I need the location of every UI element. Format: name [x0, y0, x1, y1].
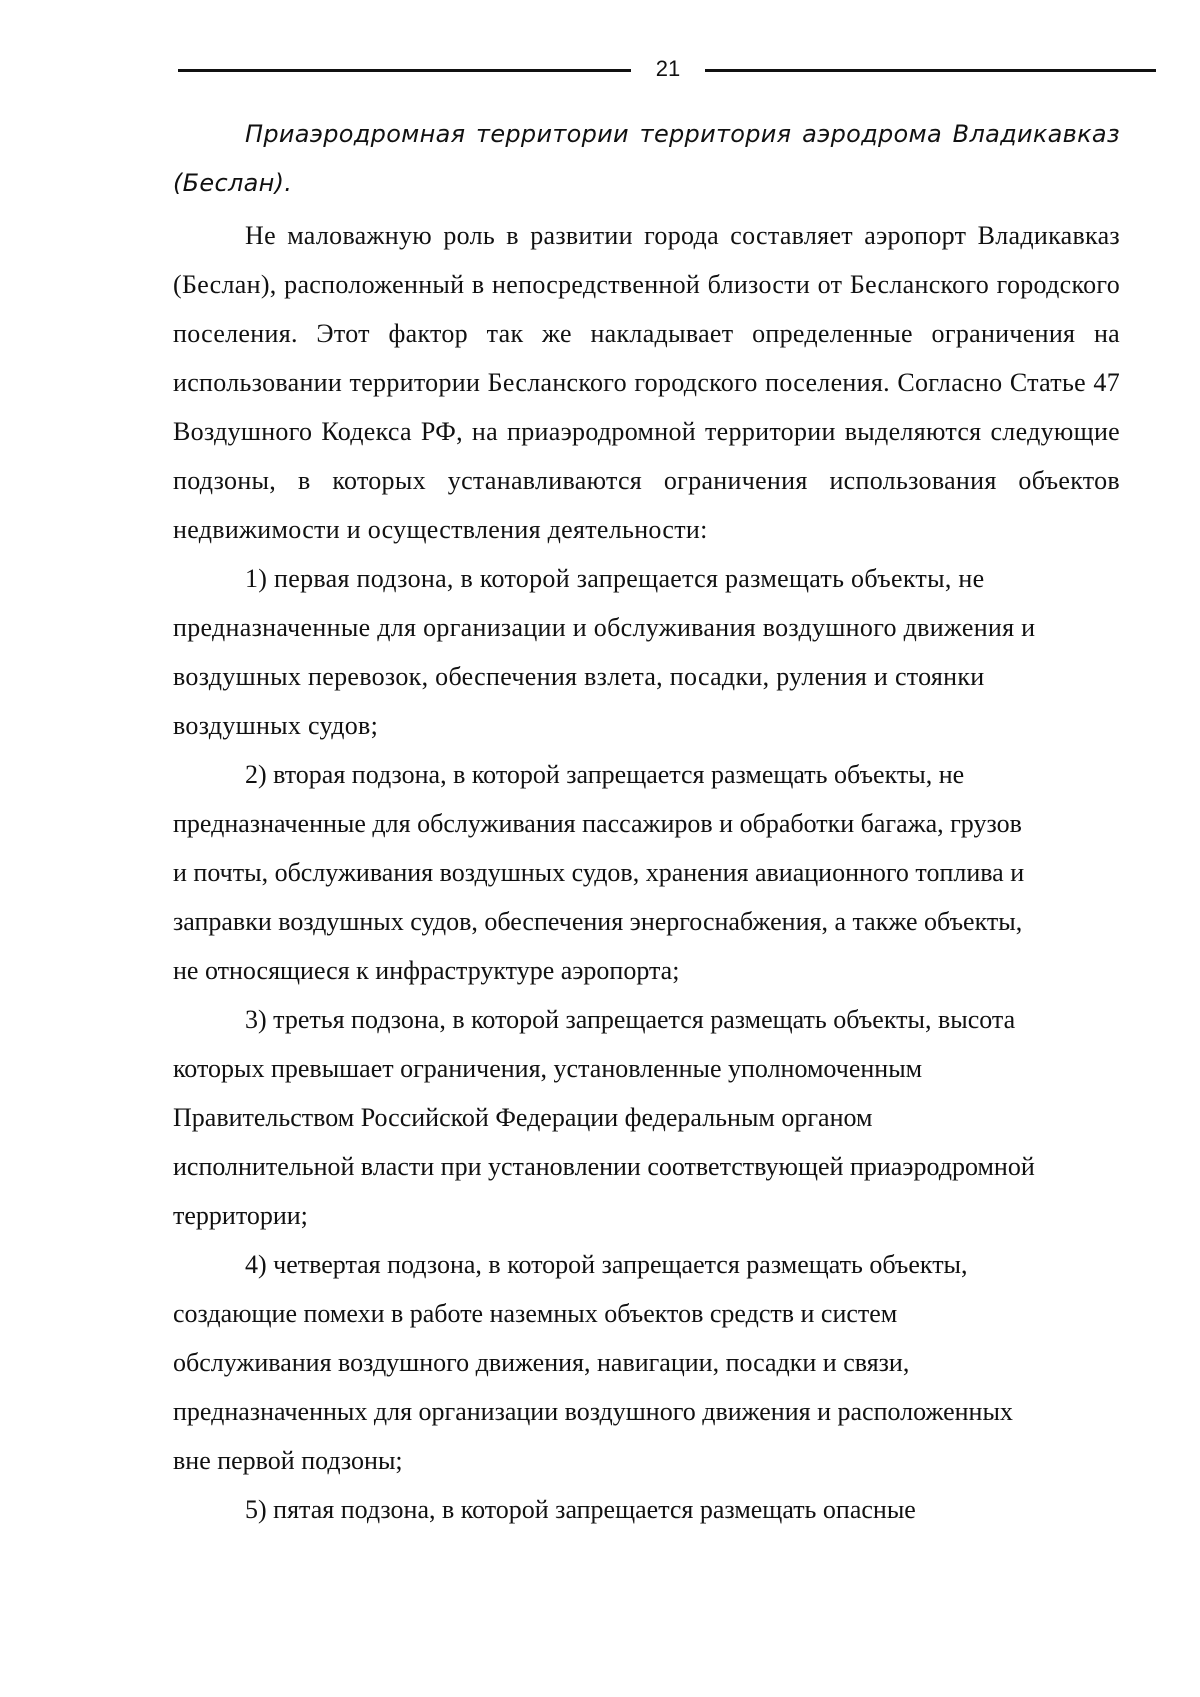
- subzone-4-line-2: создающие помехи в работе наземных объектов средств и систем: [173, 1299, 898, 1328]
- subzone-5-line-1: 5) пятая подзона, в которой запрещается размещать опасные: [245, 1495, 916, 1524]
- section-subtitle: Приаэродромная территории территория аэродрома Владикавказ (Беслан).: [173, 120, 1120, 197]
- header-rule-left: [178, 69, 631, 72]
- subzone-2-line-3: и почты, обслуживания воздушных судов, хранения авиационного топлива и: [173, 858, 1025, 887]
- subzone-1-line-2: предназначенные для организации и обслуживания воздушного движения и: [173, 613, 1036, 642]
- page-header: [178, 52, 1156, 92]
- subzone-3-line-1: 3) третья подзона, в которой запрещается размещать объекты, высота: [245, 1005, 1016, 1034]
- subzone-item-5: [173, 1485, 1120, 1534]
- subzone-1-line-3: воздушных перевозок, обеспечения взлета, посадки, руления и стоянки: [173, 662, 985, 691]
- subzone-2-line-4: заправки воздушных судов, обеспечения энергоснабжения, а также объекты,: [173, 907, 1023, 936]
- subzone-1-line-1: 1) первая подзона, в которой запрещается размещать объекты, не: [245, 564, 985, 593]
- subzone-item-3: [173, 995, 1120, 1240]
- subzone-item-2: [173, 750, 1120, 995]
- page-number: 21: [655, 56, 681, 81]
- subzone-2-line-2: предназначенные для обслуживания пассажиров и обработки багажа, грузов: [173, 809, 1022, 838]
- subzone-3-line-3: Правительством Российской Федерации федеральным органом: [173, 1103, 873, 1132]
- subzone-4-line-1: 4) четвертая подзона, в которой запрещается размещать объекты,: [245, 1250, 968, 1279]
- subzone-4-line-5: вне первой подзоны;: [173, 1446, 403, 1475]
- subzone-3-line-2: которых превышает ограничения, установленные уполномоченным: [173, 1054, 923, 1083]
- subzone-3-line-5: территории;: [173, 1201, 308, 1230]
- subzone-1-line-4: воздушных судов;: [173, 711, 379, 740]
- subzone-2-line-1: 2) вторая подзона, в которой запрещается размещать объекты, не: [245, 760, 965, 789]
- document-body: [173, 110, 1120, 1534]
- subzone-2-line-5: не относящиеся к инфраструктуре аэропорта;: [173, 956, 680, 985]
- subzone-3-line-4: исполнительной власти при установлении соответствующей приаэродромной: [173, 1152, 1035, 1181]
- subzone-4-line-3: обслуживания воздушного движения, навигации, посадки и связи,: [173, 1348, 910, 1377]
- subzone-4-line-4: предназначенных для организации воздушного движения и расположенных: [173, 1397, 1013, 1426]
- intro-paragraph: Не маловажную роль в развитии города составляет аэропорт Владикавказ (Беслан), расположенный в непосредственной близости от Бесланского городского поселения. Этот фактор так же накладывает определенные ограничения на использовании территории Бесланского городского поселения. Согласно Статье 47 Воздушного Кодекса РФ, на приаэродромной территории выделяются следующие подзоны, в которых устанавливаются ограничения использования объектов недвижимости и осуществления деятельности:: [173, 221, 1120, 544]
- subzone-item-4: [173, 1240, 1120, 1485]
- subzone-item-1: [173, 554, 1120, 750]
- header-rule-right: [705, 69, 1156, 72]
